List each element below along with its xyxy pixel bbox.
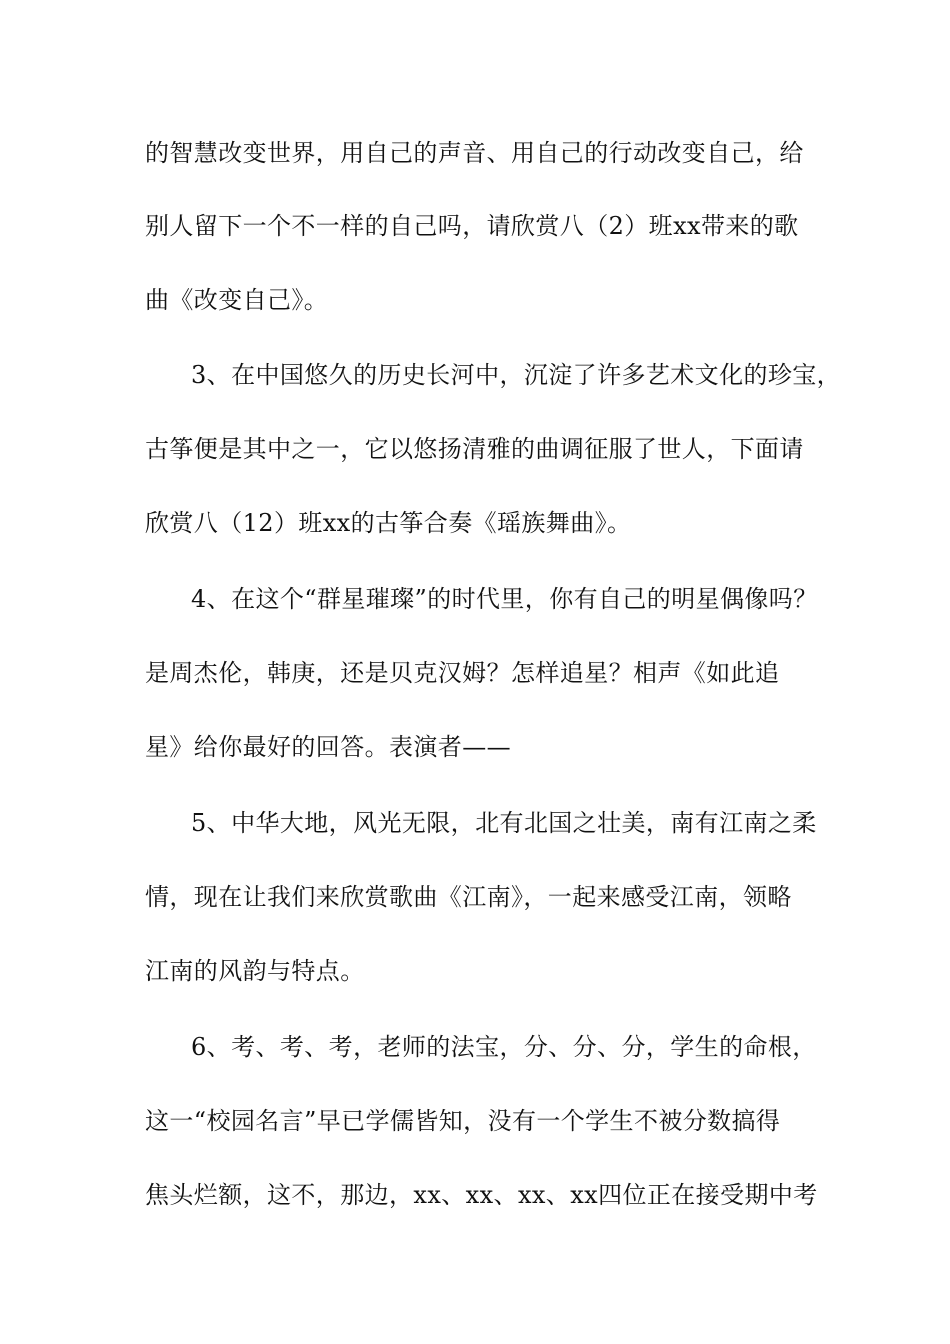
text-line: 这一“校园名言”早已学儒皆知，没有一个学生不被分数搞得 bbox=[145, 1107, 781, 1135]
paragraph-4-start: 4、在这个“群星璀璨”的时代里，你有自己的明星偶像吗？ bbox=[191, 585, 818, 613]
text-line: 星》给你最好的回答。表演者—— bbox=[145, 733, 511, 761]
text-line: 江南的风韵与特点。 bbox=[145, 957, 365, 985]
paragraph-6-start: 6、考、考、考，老师的法宝，分、分、分，学生的命根， bbox=[191, 1033, 817, 1061]
paragraph-5-start: 5、中华大地，风光无限，北有北国之壮美，南有江南之柔 bbox=[191, 809, 817, 837]
paragraph-3-start: 3、在中国悠久的历史长河中，沉淀了许多艺术文化的珍宝， bbox=[191, 361, 842, 389]
text-line: 曲《改变自己》。 bbox=[145, 286, 329, 314]
text-line: 是周杰伦，韩庚，还是贝克汉姆？怎样追星？相声《如此追 bbox=[145, 659, 780, 687]
text-line: 的智慧改变世界，用自己的声音、用自己的行动改变自己，给 bbox=[145, 139, 804, 167]
text-line: 别人留下一个不一样的自己吗，请欣赏八（2）班xx带来的歌 bbox=[145, 212, 799, 240]
text-line: 欣赏八（12）班xx的古筝合奏《瑶族舞曲》。 bbox=[145, 509, 632, 537]
text-line: 焦头烂额，这不，那边，xx、xx、xx、xx四位正在接受期中考 bbox=[145, 1181, 818, 1209]
text-line: 古筝便是其中之一，它以悠扬清雅的曲调征服了世人，下面请 bbox=[145, 435, 804, 463]
text-line: 情，现在让我们来欣赏歌曲《江南》，一起来感受江南，领略 bbox=[145, 883, 792, 911]
